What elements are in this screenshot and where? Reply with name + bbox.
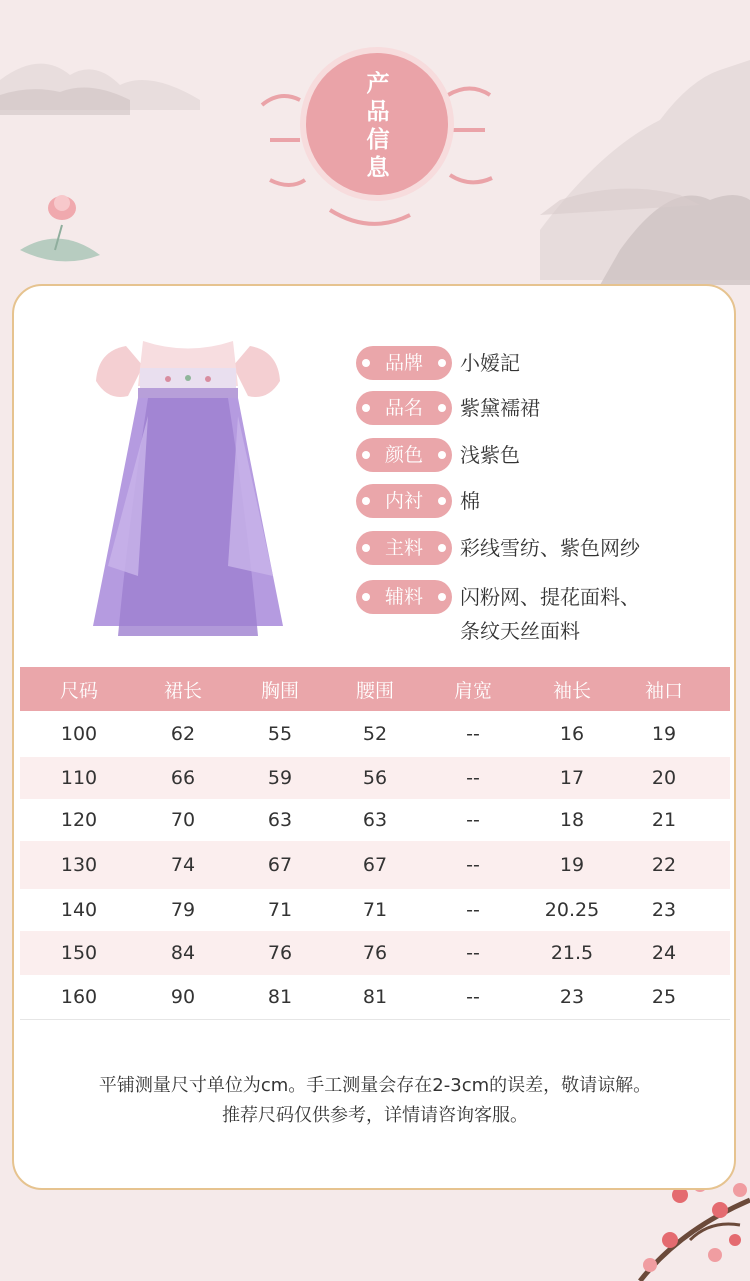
table-cell: 20 bbox=[651, 767, 677, 789]
divider bbox=[20, 1019, 730, 1020]
product-image bbox=[88, 326, 288, 646]
column-header: 袖长 bbox=[552, 679, 591, 702]
table-cell: 81 bbox=[267, 986, 293, 1008]
table-row bbox=[20, 757, 730, 799]
info-label: 颜色 bbox=[356, 438, 452, 472]
table-cell: 62 bbox=[170, 723, 196, 745]
table-row bbox=[20, 711, 730, 757]
info-label: 主料 bbox=[356, 531, 452, 565]
table-cell: 63 bbox=[267, 809, 293, 831]
table-cell: 19 bbox=[651, 723, 677, 745]
table-cell: 90 bbox=[170, 986, 196, 1008]
info-value: 紫黛襦裙 bbox=[460, 396, 540, 420]
table-cell: -- bbox=[466, 986, 480, 1008]
table-cell: 120 bbox=[60, 809, 98, 831]
table-cell: 130 bbox=[60, 854, 98, 876]
info-value-line: 闪粉网、提花面料、 bbox=[460, 585, 640, 609]
column-header: 腰围 bbox=[355, 679, 394, 702]
table-cell: 66 bbox=[170, 767, 196, 789]
table-cell: 23 bbox=[559, 986, 585, 1008]
table-cell: 110 bbox=[60, 767, 98, 789]
table-cell: 79 bbox=[170, 899, 196, 921]
title-char: 产 bbox=[366, 71, 390, 97]
info-value: 棉 bbox=[460, 489, 480, 513]
table-cell: 20.25 bbox=[544, 899, 600, 921]
info-label: 品名 bbox=[356, 391, 452, 425]
info-label: 内衬 bbox=[356, 484, 452, 518]
info-value: 彩线雪纺、紫色网纱 bbox=[460, 536, 640, 560]
size-table bbox=[20, 667, 730, 1020]
table-cell: -- bbox=[466, 899, 480, 921]
table-cell: 150 bbox=[60, 942, 98, 964]
table-cell: -- bbox=[466, 942, 480, 964]
column-header: 胸围 bbox=[260, 679, 299, 702]
column-header: 尺码 bbox=[59, 679, 98, 702]
table-cell: 55 bbox=[267, 723, 293, 745]
title-char: 品 bbox=[366, 99, 390, 125]
table-row bbox=[20, 799, 730, 841]
table-row bbox=[20, 931, 730, 975]
table-cell: 56 bbox=[362, 767, 388, 789]
info-value: 小嫒記 bbox=[460, 351, 520, 375]
table-cell: 76 bbox=[267, 942, 293, 964]
column-header: 袖口 bbox=[644, 679, 683, 702]
title-char: 息 bbox=[366, 155, 390, 181]
table-cell: 71 bbox=[267, 899, 293, 921]
table-cell: 24 bbox=[651, 942, 677, 964]
table-cell: 160 bbox=[60, 986, 98, 1008]
table-cell: 67 bbox=[267, 854, 293, 876]
table-cell: 67 bbox=[362, 854, 388, 876]
table-cell: -- bbox=[466, 723, 480, 745]
size-advice-note: 推荐尺码仅供参考，详情请咨询客服。 bbox=[222, 1105, 528, 1126]
table-cell: -- bbox=[466, 809, 480, 831]
plum-blossom-icon bbox=[640, 1178, 750, 1281]
table-cell: -- bbox=[466, 854, 480, 876]
table-cell: 52 bbox=[362, 723, 388, 745]
title-char: 信 bbox=[366, 127, 390, 153]
table-cell: -- bbox=[466, 767, 480, 789]
measurement-note: 平铺测量尺寸单位为cm。手工测量会存在2-3cm的误差，敬请谅解。 bbox=[98, 1075, 652, 1096]
table-cell: 17 bbox=[559, 767, 585, 789]
table-row bbox=[20, 975, 730, 1019]
info-row-brand bbox=[356, 346, 710, 382]
lotus-icon bbox=[20, 195, 100, 261]
page-title bbox=[360, 70, 396, 182]
table-cell: 25 bbox=[651, 986, 677, 1008]
table-cell: 59 bbox=[267, 767, 293, 789]
table-row bbox=[20, 841, 730, 889]
table-cell: 21.5 bbox=[550, 942, 594, 964]
table-cell: 18 bbox=[559, 809, 585, 831]
info-value-line: 条纹天丝面料 bbox=[460, 619, 580, 643]
table-cell: 21 bbox=[651, 809, 677, 831]
table-cell: 81 bbox=[362, 986, 388, 1008]
info-label: 品牌 bbox=[356, 346, 452, 380]
table-cell: 23 bbox=[651, 899, 677, 921]
table-cell: 100 bbox=[60, 723, 98, 745]
info-label: 辅料 bbox=[356, 580, 452, 614]
table-cell: 63 bbox=[362, 809, 388, 831]
info-row-lining bbox=[356, 484, 710, 520]
info-row-accessory-material bbox=[356, 580, 710, 650]
info-row-name bbox=[356, 391, 710, 427]
info-value bbox=[460, 580, 710, 648]
table-cell: 76 bbox=[362, 942, 388, 964]
info-value: 浅紫色 bbox=[460, 443, 520, 467]
column-header: 肩宽 bbox=[453, 679, 492, 702]
table-cell: 84 bbox=[170, 942, 196, 964]
table-cell: 70 bbox=[170, 809, 196, 831]
info-row-color bbox=[356, 438, 710, 474]
info-row-main-material bbox=[356, 531, 710, 567]
table-cell: 71 bbox=[362, 899, 388, 921]
table-cell: 19 bbox=[559, 854, 585, 876]
table-cell: 16 bbox=[559, 723, 585, 745]
table-cell: 22 bbox=[651, 854, 677, 876]
table-cell: 140 bbox=[60, 899, 98, 921]
column-header: 裙长 bbox=[163, 679, 202, 702]
table-header bbox=[20, 667, 730, 711]
table-row bbox=[20, 889, 730, 931]
table-cell: 74 bbox=[170, 854, 196, 876]
